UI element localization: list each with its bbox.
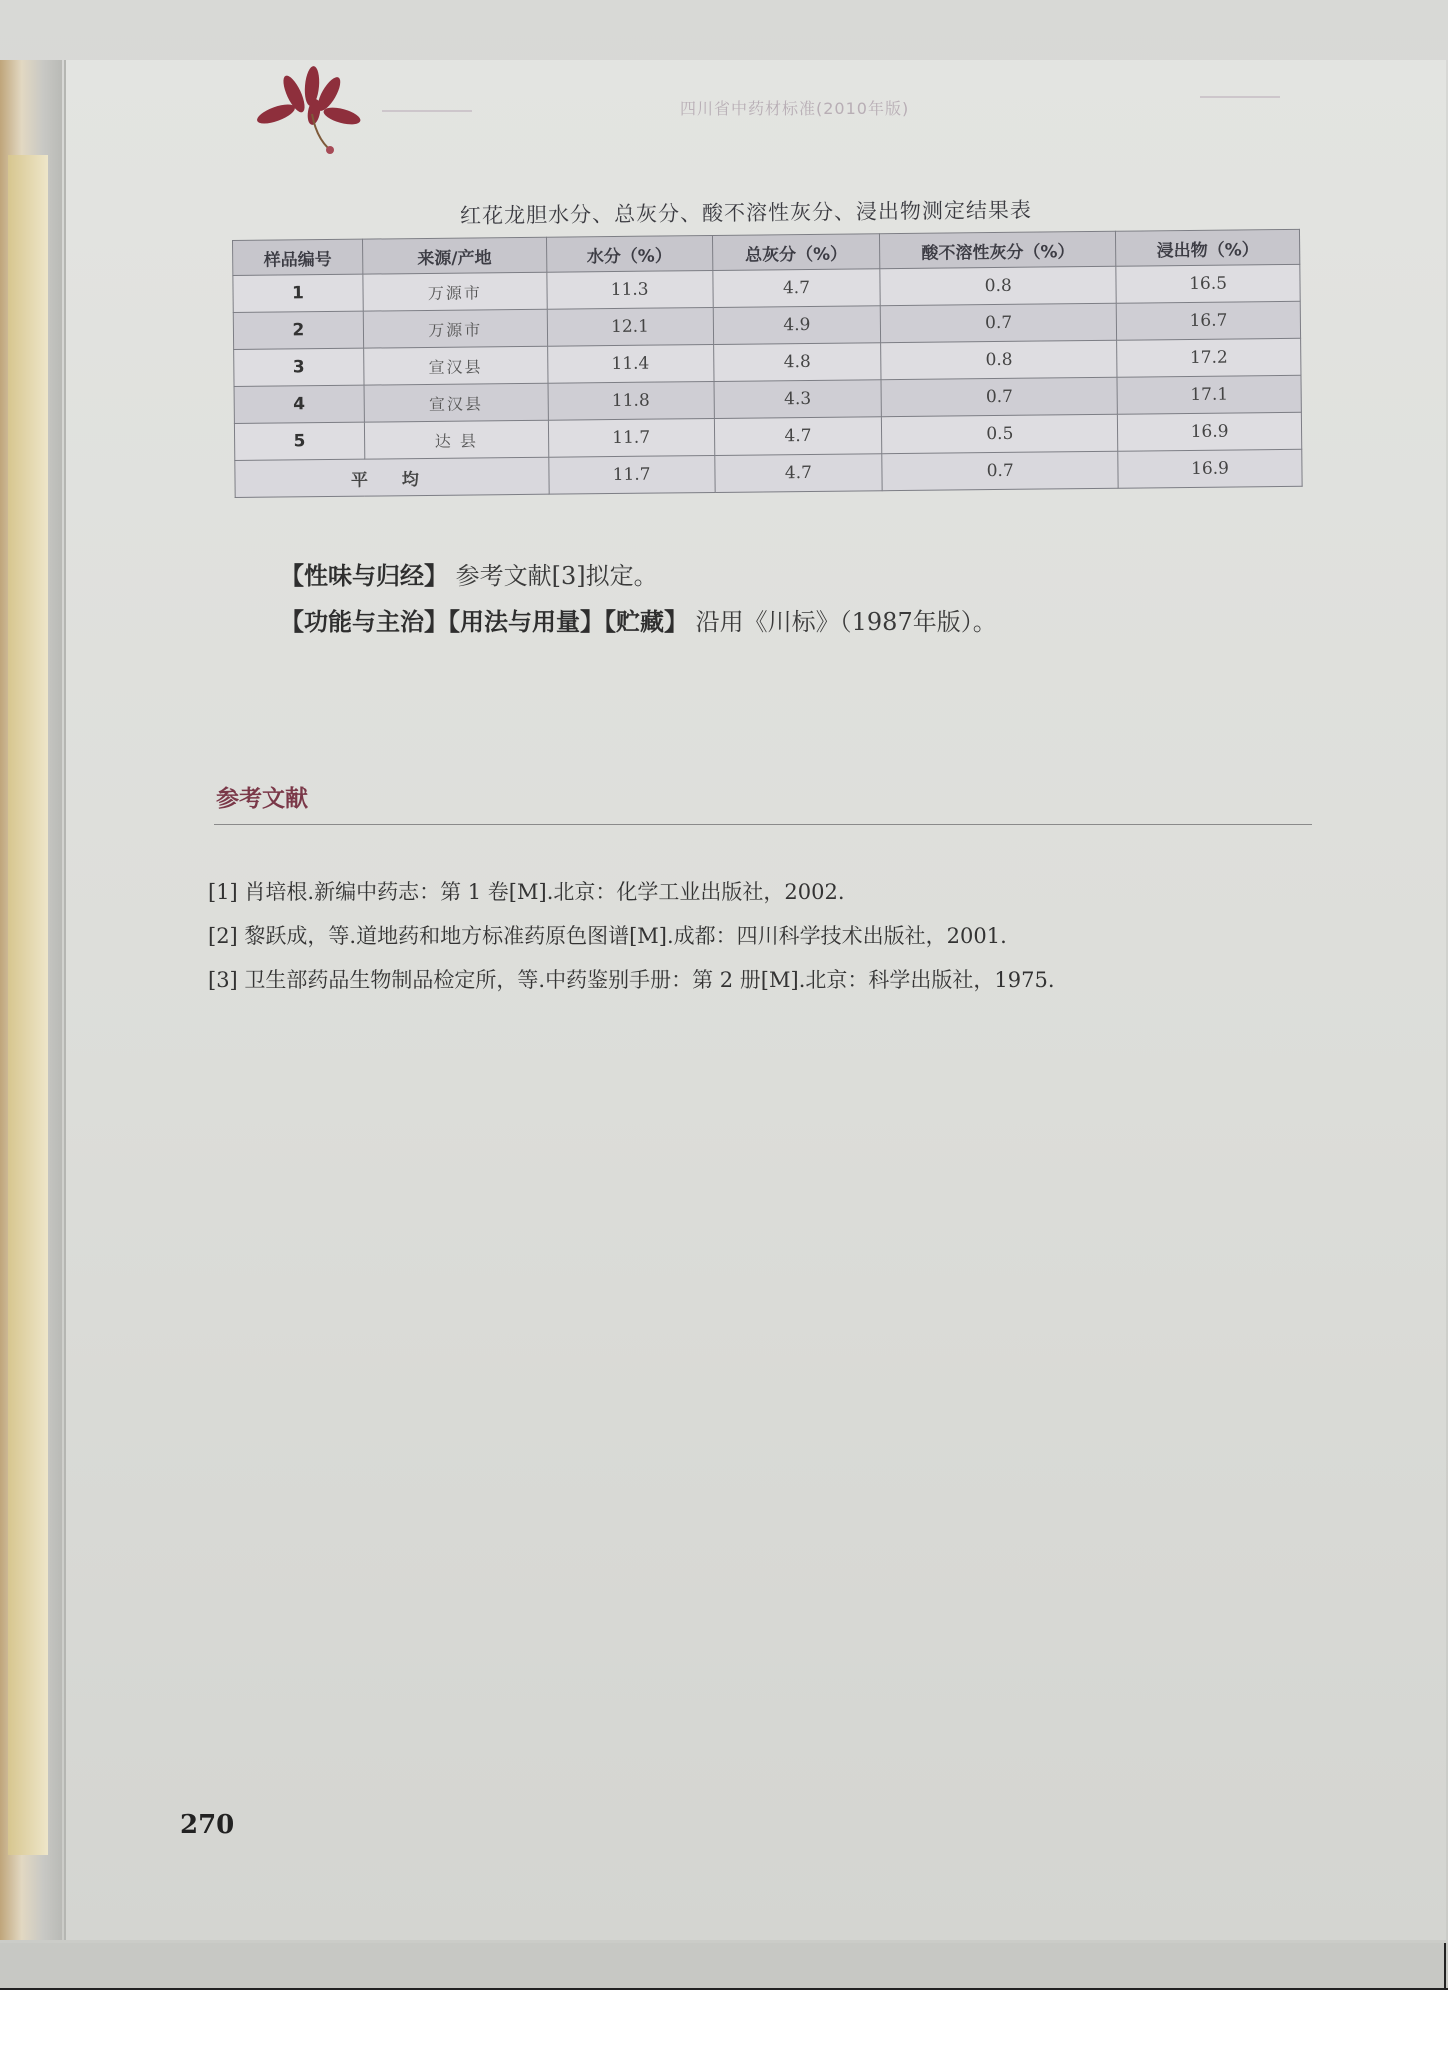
cell-moisture: 11.8 [548, 381, 714, 420]
paragraph-text: 参考文献[3]拟定。 [455, 562, 658, 590]
paragraph-text: 沿用《川标》（1987年版）。 [695, 608, 997, 636]
book-left-edge [0, 60, 62, 1940]
cell-origin: 万源市 [363, 309, 547, 348]
cell-total-ash: 4.8 [713, 343, 881, 382]
cell-extract: 16.7 [1116, 301, 1300, 340]
cell-sample-id: 4 [234, 385, 364, 423]
average-extract: 16.9 [1118, 449, 1302, 488]
cell-sample-id: 1 [233, 274, 363, 312]
paragraph-heading: 【功能与主治】【用法与用量】【贮藏】 [280, 608, 688, 636]
cell-extract: 17.1 [1117, 375, 1301, 414]
reference-item: [2] 黎跃成，等.道地药和地方标准药原色图谱[M].成都：四川科学技术出版社，2001. [208, 924, 1007, 948]
header-acid-insoluble-ash: 酸不溶性灰分（%） [880, 231, 1116, 268]
cell-acid-insoluble-ash: 0.7 [881, 377, 1117, 416]
cell-total-ash: 4.7 [712, 269, 880, 308]
cell-moisture: 12.1 [547, 307, 713, 346]
average-label: 平 均 [235, 457, 549, 497]
cell-moisture: 11.7 [548, 418, 714, 457]
header-decoration-left [382, 110, 472, 112]
cell-total-ash: 4.9 [713, 306, 881, 345]
header-sample-id: 样品编号 [233, 239, 363, 275]
header-origin: 来源/产地 [362, 237, 546, 274]
scan-bottom-strip [0, 1943, 1448, 1990]
cell-total-ash: 4.7 [714, 417, 882, 456]
cell-extract: 16.9 [1117, 412, 1301, 451]
leaf-logo-icon [254, 64, 364, 156]
paragraph-heading: 【性味与归经】 [280, 562, 448, 590]
cell-sample-id: 5 [234, 422, 364, 460]
reference-item: [1] 肖培根.新编中药志：第 1 卷[M].北京：化学工业出版社，2002. [208, 880, 845, 904]
reference-item: [3] 卫生部药品生物制品检定所，等.中药鉴别手册：第 2 册[M].北京：科学出版社，1975. [208, 968, 1055, 992]
average-moisture: 11.7 [548, 455, 714, 494]
paragraph-nature-meridian [280, 556, 658, 591]
cell-sample-id: 3 [234, 348, 364, 386]
cell-moisture: 11.3 [547, 270, 713, 309]
cell-acid-insoluble-ash: 0.8 [881, 340, 1117, 379]
cell-total-ash: 4.3 [714, 380, 882, 419]
page-edge-sheet [8, 155, 48, 1855]
cell-origin: 宣汉县 [364, 383, 548, 422]
header-decoration-right [1200, 96, 1280, 98]
references-divider [214, 824, 1312, 825]
running-head: 四川省中药材标准(2010年版) [680, 99, 910, 118]
cell-extract: 16.5 [1116, 264, 1300, 303]
average-acid-insoluble-ash: 0.7 [882, 451, 1118, 490]
cell-acid-insoluble-ash: 0.8 [880, 266, 1116, 305]
scan-edge-line [1444, 1943, 1446, 1988]
cell-extract: 17.2 [1117, 338, 1301, 377]
results-table [232, 229, 1303, 498]
cell-acid-insoluble-ash: 0.7 [881, 303, 1117, 342]
header-total-ash: 总灰分（%） [712, 234, 880, 271]
cell-sample-id: 2 [233, 311, 363, 349]
cell-origin: 达 县 [364, 420, 548, 459]
page-number: 270 [180, 1810, 235, 1840]
table-title: 红花龙胆水分、总灰分、酸不溶性灰分、浸出物测定结果表 [459, 198, 1033, 228]
paragraph-function-usage-storage [280, 602, 997, 637]
cell-moisture: 11.4 [547, 344, 713, 383]
references-heading: 参考文献 [216, 786, 308, 812]
cell-origin: 万源市 [363, 272, 547, 311]
cell-acid-insoluble-ash: 0.5 [882, 414, 1118, 453]
header-moisture: 水分（%） [546, 235, 712, 272]
cell-origin: 宣汉县 [363, 346, 547, 385]
average-total-ash: 4.7 [714, 454, 882, 493]
header-extract: 浸出物（%） [1116, 229, 1300, 266]
